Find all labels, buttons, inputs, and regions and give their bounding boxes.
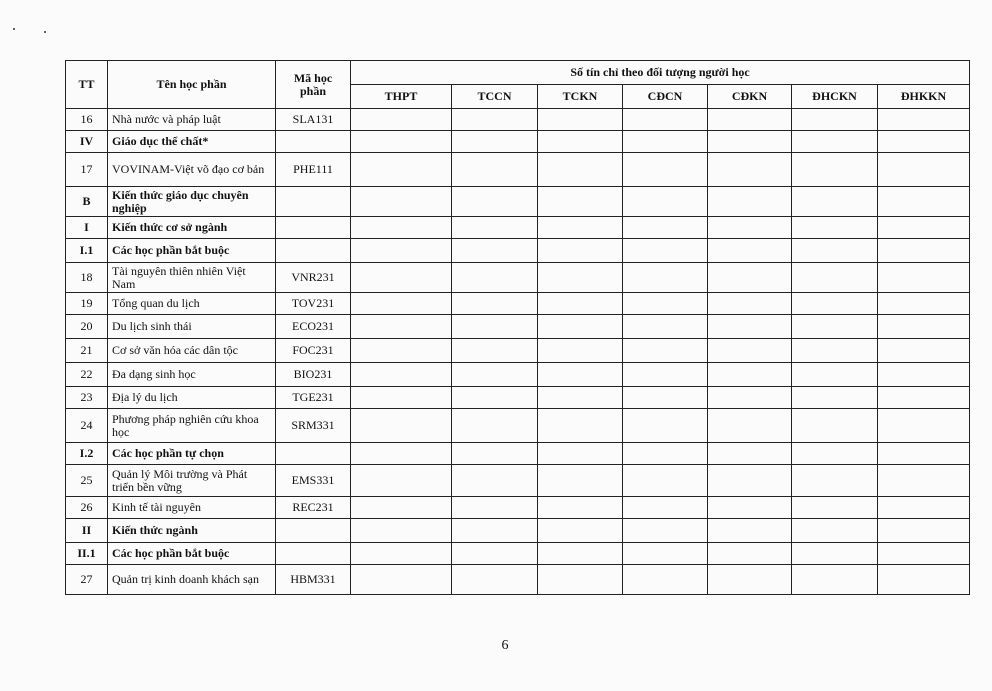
- credit-cell: [792, 565, 878, 595]
- credit-cell: [623, 409, 708, 443]
- credit-cell: [708, 239, 792, 263]
- course-code: BIO231: [276, 363, 351, 387]
- course-name: Các học phần tự chọn: [108, 443, 276, 465]
- credit-cell: [623, 187, 708, 217]
- table-row: [66, 465, 970, 497]
- credit-cell: [792, 519, 878, 543]
- credit-cell: [452, 519, 538, 543]
- credit-cell: [623, 443, 708, 465]
- credit-cell: [452, 217, 538, 239]
- credit-cell: [708, 497, 792, 519]
- credit-cell: [708, 187, 792, 217]
- credit-cell: [792, 217, 878, 239]
- course-name: Kiến thức giáo dục chuyên nghiệp: [108, 187, 276, 217]
- credit-cell: [351, 131, 452, 153]
- header-tt: TT: [66, 61, 108, 109]
- row-index: IV: [66, 131, 108, 153]
- course-code: SRM331: [276, 409, 351, 443]
- page-number: 6: [501, 638, 509, 653]
- table-row: [66, 409, 970, 443]
- credit-cell: [878, 153, 970, 187]
- header-name: Tên học phần: [108, 61, 276, 109]
- credit-cell: [708, 363, 792, 387]
- course-name: Kinh tế tài nguyên: [108, 497, 276, 519]
- table-row: [66, 387, 970, 409]
- credit-cell: [708, 315, 792, 339]
- row-index: I: [66, 217, 108, 239]
- credit-cell: [792, 293, 878, 315]
- table-row: [66, 263, 970, 293]
- course-code: REC231: [276, 497, 351, 519]
- credit-cell: [623, 315, 708, 339]
- credit-cell: [878, 497, 970, 519]
- credit-cell: [708, 465, 792, 497]
- header-category: CĐCN: [623, 85, 708, 109]
- credit-cell: [878, 465, 970, 497]
- credit-cell: [351, 153, 452, 187]
- table-row: [66, 363, 970, 387]
- course-name: Du lịch sinh thái: [108, 315, 276, 339]
- course-table: [65, 60, 970, 595]
- credit-cell: [878, 315, 970, 339]
- credit-cell: [708, 409, 792, 443]
- row-index: 23: [66, 387, 108, 409]
- row-index: I.2: [66, 443, 108, 465]
- credit-cell: [878, 293, 970, 315]
- credit-cell: [538, 153, 623, 187]
- table-row: [66, 153, 970, 187]
- course-name: Địa lý du lịch: [108, 387, 276, 409]
- credit-cell: [538, 565, 623, 595]
- credit-cell: [538, 131, 623, 153]
- credit-cell: [878, 387, 970, 409]
- credit-cell: [623, 263, 708, 293]
- credit-cell: [708, 153, 792, 187]
- credit-cell: [878, 565, 970, 595]
- table-row: [66, 315, 970, 339]
- course-code: ECO231: [276, 315, 351, 339]
- row-index: I.1: [66, 239, 108, 263]
- section-row: [66, 443, 970, 465]
- credit-cell: [792, 187, 878, 217]
- credit-cell: [452, 409, 538, 443]
- credit-cell: [452, 315, 538, 339]
- header-category: CĐKN: [708, 85, 792, 109]
- credit-cell: [708, 339, 792, 363]
- credit-cell: [623, 153, 708, 187]
- credit-cell: [538, 239, 623, 263]
- credit-cell: [623, 543, 708, 565]
- course-name: Đa dạng sinh học: [108, 363, 276, 387]
- credit-cell: [452, 153, 538, 187]
- credit-cell: [792, 363, 878, 387]
- course-name: Tổng quan du lịch: [108, 293, 276, 315]
- credit-cell: [351, 109, 452, 131]
- course-code: SLA131: [276, 109, 351, 131]
- credit-cell: [452, 239, 538, 263]
- course-code: VNR231: [276, 263, 351, 293]
- header-category: TCKN: [538, 85, 623, 109]
- course-name: Giáo dục thể chất*: [108, 131, 276, 153]
- row-index: 22: [66, 363, 108, 387]
- course-code: PHE111: [276, 153, 351, 187]
- course-code: [276, 519, 351, 543]
- header-credits-group: Số tín chỉ theo đối tượng người học: [351, 61, 970, 85]
- credit-cell: [351, 293, 452, 315]
- course-code: [276, 217, 351, 239]
- row-index: 27: [66, 565, 108, 595]
- credit-cell: [623, 109, 708, 131]
- credit-cell: [538, 109, 623, 131]
- course-name: Phương pháp nghiên cứu khoa học: [108, 409, 276, 443]
- row-index: B: [66, 187, 108, 217]
- table-row: [66, 339, 970, 363]
- credit-cell: [878, 131, 970, 153]
- course-name: Quản trị kinh doanh khách sạn: [108, 565, 276, 595]
- credit-cell: [878, 339, 970, 363]
- credit-cell: [538, 543, 623, 565]
- credit-cell: [538, 263, 623, 293]
- credit-cell: [878, 363, 970, 387]
- credit-cell: [878, 109, 970, 131]
- credit-cell: [878, 409, 970, 443]
- credit-cell: [878, 519, 970, 543]
- row-index: 21: [66, 339, 108, 363]
- credit-cell: [452, 131, 538, 153]
- header-category: ĐHCKN: [792, 85, 878, 109]
- credit-cell: [452, 387, 538, 409]
- credit-cell: [351, 363, 452, 387]
- credit-cell: [708, 109, 792, 131]
- credit-cell: [538, 187, 623, 217]
- course-code: TOV231: [276, 293, 351, 315]
- section-row: [66, 187, 970, 217]
- credit-cell: [351, 519, 452, 543]
- credit-cell: [538, 519, 623, 543]
- course-code: EMS331: [276, 465, 351, 497]
- row-index: 17: [66, 153, 108, 187]
- course-code: FOC231: [276, 339, 351, 363]
- course-code: [276, 131, 351, 153]
- table-row: [66, 109, 970, 131]
- credit-cell: [452, 339, 538, 363]
- credit-cell: [538, 363, 623, 387]
- credit-cell: [792, 543, 878, 565]
- section-row: [66, 519, 970, 543]
- scan-mark-2: [44, 31, 46, 33]
- credit-cell: [538, 293, 623, 315]
- credit-cell: [792, 131, 878, 153]
- credit-cell: [452, 293, 538, 315]
- credit-cell: [708, 263, 792, 293]
- credit-cell: [792, 465, 878, 497]
- credit-cell: [792, 263, 878, 293]
- table-row: [66, 293, 970, 315]
- credit-cell: [452, 187, 538, 217]
- credit-cell: [452, 543, 538, 565]
- course-name: Các học phần bắt buộc: [108, 543, 276, 565]
- row-index: 26: [66, 497, 108, 519]
- row-index: 18: [66, 263, 108, 293]
- credit-cell: [792, 109, 878, 131]
- header-category: TCCN: [452, 85, 538, 109]
- credit-cell: [538, 465, 623, 497]
- credit-cell: [623, 465, 708, 497]
- credit-cell: [792, 239, 878, 263]
- credit-cell: [351, 465, 452, 497]
- credit-cell: [452, 497, 538, 519]
- credit-cell: [538, 497, 623, 519]
- credit-cell: [351, 409, 452, 443]
- credit-cell: [538, 217, 623, 239]
- section-row: [66, 239, 970, 263]
- course-code: HBM331: [276, 565, 351, 595]
- credit-cell: [351, 543, 452, 565]
- credit-cell: [351, 187, 452, 217]
- credit-cell: [792, 315, 878, 339]
- header-category: THPT: [351, 85, 452, 109]
- row-index: 25: [66, 465, 108, 497]
- credit-cell: [878, 543, 970, 565]
- credit-cell: [878, 239, 970, 263]
- credit-cell: [538, 387, 623, 409]
- course-code: [276, 543, 351, 565]
- course-name: Tài nguyên thiên nhiên Việt Nam: [108, 263, 276, 293]
- credit-cell: [538, 315, 623, 339]
- credit-cell: [452, 363, 538, 387]
- credit-cell: [708, 131, 792, 153]
- row-index: II.1: [66, 543, 108, 565]
- credit-cell: [792, 409, 878, 443]
- credit-cell: [792, 387, 878, 409]
- credit-cell: [708, 543, 792, 565]
- credit-cell: [452, 565, 538, 595]
- course-name: VOVINAM-Việt võ đạo cơ bản: [108, 153, 276, 187]
- credit-cell: [452, 443, 538, 465]
- row-index: 20: [66, 315, 108, 339]
- credit-cell: [792, 153, 878, 187]
- credit-cell: [623, 519, 708, 543]
- credit-cell: [623, 497, 708, 519]
- credit-cell: [708, 519, 792, 543]
- credit-cell: [708, 565, 792, 595]
- credit-cell: [538, 409, 623, 443]
- credit-cell: [351, 315, 452, 339]
- credit-cell: [452, 465, 538, 497]
- section-row: [66, 543, 970, 565]
- course-name: Nhà nước và pháp luật: [108, 109, 276, 131]
- table-body: [66, 109, 970, 595]
- course-name: Các học phần bắt buộc: [108, 239, 276, 263]
- course-name: Kiến thức cơ sở ngành: [108, 217, 276, 239]
- section-row: [66, 217, 970, 239]
- credit-cell: [452, 109, 538, 131]
- credit-cell: [878, 443, 970, 465]
- credit-cell: [351, 387, 452, 409]
- header-code: Mã học phần: [276, 61, 351, 109]
- credit-cell: [351, 497, 452, 519]
- row-index: 24: [66, 409, 108, 443]
- credit-cell: [878, 187, 970, 217]
- credit-cell: [351, 239, 452, 263]
- credit-cell: [792, 497, 878, 519]
- credit-cell: [623, 293, 708, 315]
- credit-cell: [351, 263, 452, 293]
- credit-cell: [351, 565, 452, 595]
- header-category: ĐHKKN: [878, 85, 970, 109]
- course-name: Kiến thức ngành: [108, 519, 276, 543]
- credit-cell: [351, 217, 452, 239]
- credit-cell: [878, 217, 970, 239]
- credit-cell: [623, 565, 708, 595]
- credit-cell: [623, 131, 708, 153]
- credit-cell: [351, 339, 452, 363]
- course-code: [276, 187, 351, 217]
- row-index: 16: [66, 109, 108, 131]
- credit-cell: [708, 443, 792, 465]
- credit-cell: [792, 339, 878, 363]
- credit-cell: [623, 217, 708, 239]
- credit-cell: [623, 387, 708, 409]
- section-row: [66, 131, 970, 153]
- table-row: [66, 497, 970, 519]
- course-code: TGE231: [276, 387, 351, 409]
- credit-cell: [538, 443, 623, 465]
- row-index: 19: [66, 293, 108, 315]
- credit-cell: [351, 443, 452, 465]
- credit-cell: [623, 363, 708, 387]
- credit-cell: [708, 387, 792, 409]
- scan-mark-1: [13, 28, 15, 30]
- credit-cell: [452, 263, 538, 293]
- course-name: Quản lý Môi trường và Phát triển bền vững: [108, 465, 276, 497]
- credit-cell: [708, 293, 792, 315]
- credit-cell: [708, 217, 792, 239]
- credit-cell: [623, 339, 708, 363]
- credit-cell: [623, 239, 708, 263]
- row-index: II: [66, 519, 108, 543]
- course-name: Cơ sở văn hóa các dân tộc: [108, 339, 276, 363]
- credit-cell: [538, 339, 623, 363]
- table-row: [66, 565, 970, 595]
- credit-cell: [792, 443, 878, 465]
- course-code: [276, 239, 351, 263]
- credit-cell: [878, 263, 970, 293]
- course-code: [276, 443, 351, 465]
